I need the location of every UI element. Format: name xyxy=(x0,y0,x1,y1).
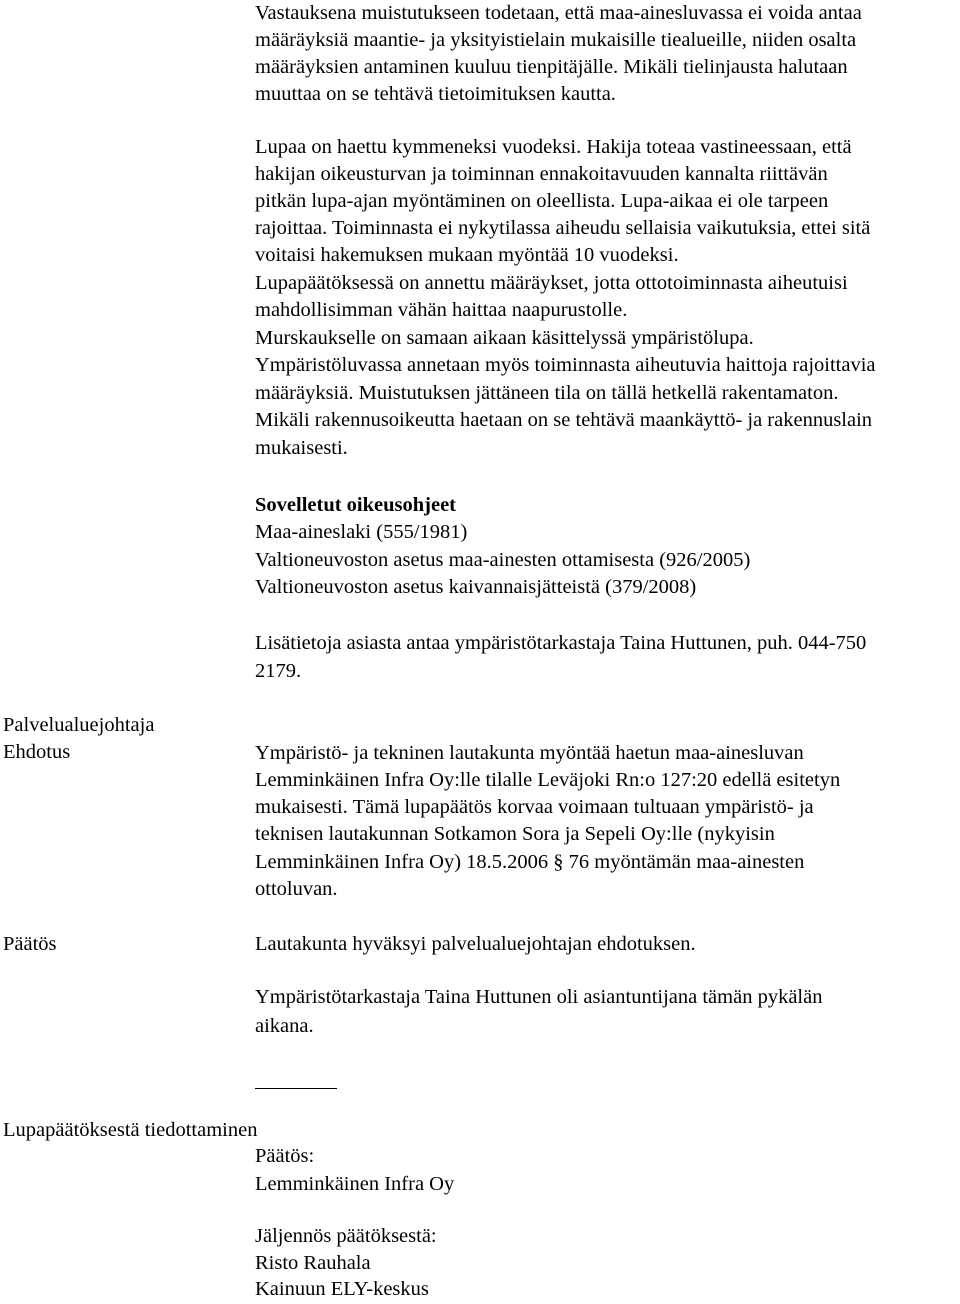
paragraph-line: Vastauksena muistutukseen todetaan, että maa-ainesluvassa ei voida antaa xyxy=(255,2,862,24)
notification-label: Lupapäätöksestä tiedottaminen xyxy=(3,1119,258,1141)
copy-label: Jäljennös päätöksestä: xyxy=(255,1225,437,1247)
expert-note: aikana. xyxy=(255,1015,314,1037)
paragraph-line: Murskaukselle on samaan aikaan käsittelyssä ympäristölupa. xyxy=(255,327,754,349)
proposal-line: teknisen lautakunnan Sotkamon Sora ja Sepeli Oy:lle (nykyisin xyxy=(255,823,775,845)
law-item: Maa-aineslaki (555/1981) xyxy=(255,521,468,543)
copy-recipient: Risto Rauhala xyxy=(255,1252,371,1274)
proposal-label-role: Palvelualuejohtaja xyxy=(3,714,155,736)
law-item: Valtioneuvoston asetus maa-ainesten ottamisesta (926/2005) xyxy=(255,549,751,571)
info-line: Lisätietoja asiasta antaa ympäristötarkastaja Taina Huttunen, puh. 044-750 xyxy=(255,632,867,654)
notification-recipient: Lemminkäinen Infra Oy xyxy=(255,1173,455,1195)
paragraph-line: määräyksiä. Muistutuksen jättäneen tila on tällä hetkellä rakentamaton. xyxy=(255,382,839,404)
decision-text: Lautakunta hyväksyi palvelualuejohtajan ehdotuksen. xyxy=(255,933,696,955)
proposal-line: Lemminkäinen Infra Oy:lle tilalle Leväjoki Rn:o 127:20 edellä esitetyn xyxy=(255,769,841,791)
paragraph-line: hakijan oikeusturvan ja toiminnan ennakoitavuuden kannalta riittävän xyxy=(255,163,828,185)
paragraph-line: voitaisi hakemuksen mukaan myöntää 10 vuodeksi. xyxy=(255,244,679,266)
proposal-line: ottoluvan. xyxy=(255,878,338,900)
expert-note: Ympäristötarkastaja Taina Huttunen oli asiantuntijana tämän pykälän xyxy=(255,986,823,1008)
separator-rule xyxy=(255,1088,337,1089)
law-item: Valtioneuvoston asetus kaivannaisjätteistä (379/2008) xyxy=(255,576,697,598)
proposal-label: Ehdotus xyxy=(3,741,71,763)
laws-heading: Sovelletut oikeusohjeet xyxy=(255,494,456,516)
paragraph-line: pitkän lupa-ajan myöntäminen on oleellista. Lupa-aikaa ei ole tarpeen xyxy=(255,190,829,212)
paragraph-line: Ympäristöluvassa annetaan myös toiminnasta aiheutuvia haittoja rajoittavia xyxy=(255,354,876,376)
proposal-line: Ympäristö- ja tekninen lautakunta myöntää haetun maa-ainesluvan xyxy=(255,742,804,764)
proposal-line: mukaisesti. Tämä lupapäätös korvaa voimaan tultuaan ympäristö- ja xyxy=(255,796,814,818)
paragraph-line: määräyksiä maantie- ja yksityistielain mukaisille tiealueille, niiden osalta xyxy=(255,29,857,51)
paragraph-line: Lupapäätöksessä on annettu määräykset, jotta ottotoiminnasta aiheutuisi xyxy=(255,272,848,294)
paragraph-line: muuttaa on se tehtävä tietoimituksen kautta. xyxy=(255,83,616,105)
proposal-line: Lemminkäinen Infra Oy) 18.5.2006 § 76 myöntämän maa-ainesten xyxy=(255,851,805,873)
paragraph-line: määräyksien antaminen kuuluu tienpitäjälle. Mikäli tielinjausta halutaan xyxy=(255,56,848,78)
paragraph-line: Lupaa on haettu kymmeneksi vuodeksi. Hakija toteaa vastineessaan, että xyxy=(255,136,852,158)
paragraph-line: rajoittaa. Toiminnasta ei nykytilassa aiheudu sellaisia vaikutuksia, ettei sitä xyxy=(255,217,871,239)
paragraph-line: Mikäli rakennusoikeutta haetaan on se tehtävä maankäyttö- ja rakennuslain xyxy=(255,409,873,431)
decision-label: Päätös xyxy=(3,933,57,955)
paragraph-line: mukaisesti. xyxy=(255,437,348,459)
paragraph-line: mahdollisimman vähän haittaa naapurustolle. xyxy=(255,299,628,321)
copy-recipient: Kainuun ELY-keskus xyxy=(255,1278,429,1300)
info-line: 2179. xyxy=(255,660,302,682)
notification-decision-label: Päätös: xyxy=(255,1145,315,1167)
